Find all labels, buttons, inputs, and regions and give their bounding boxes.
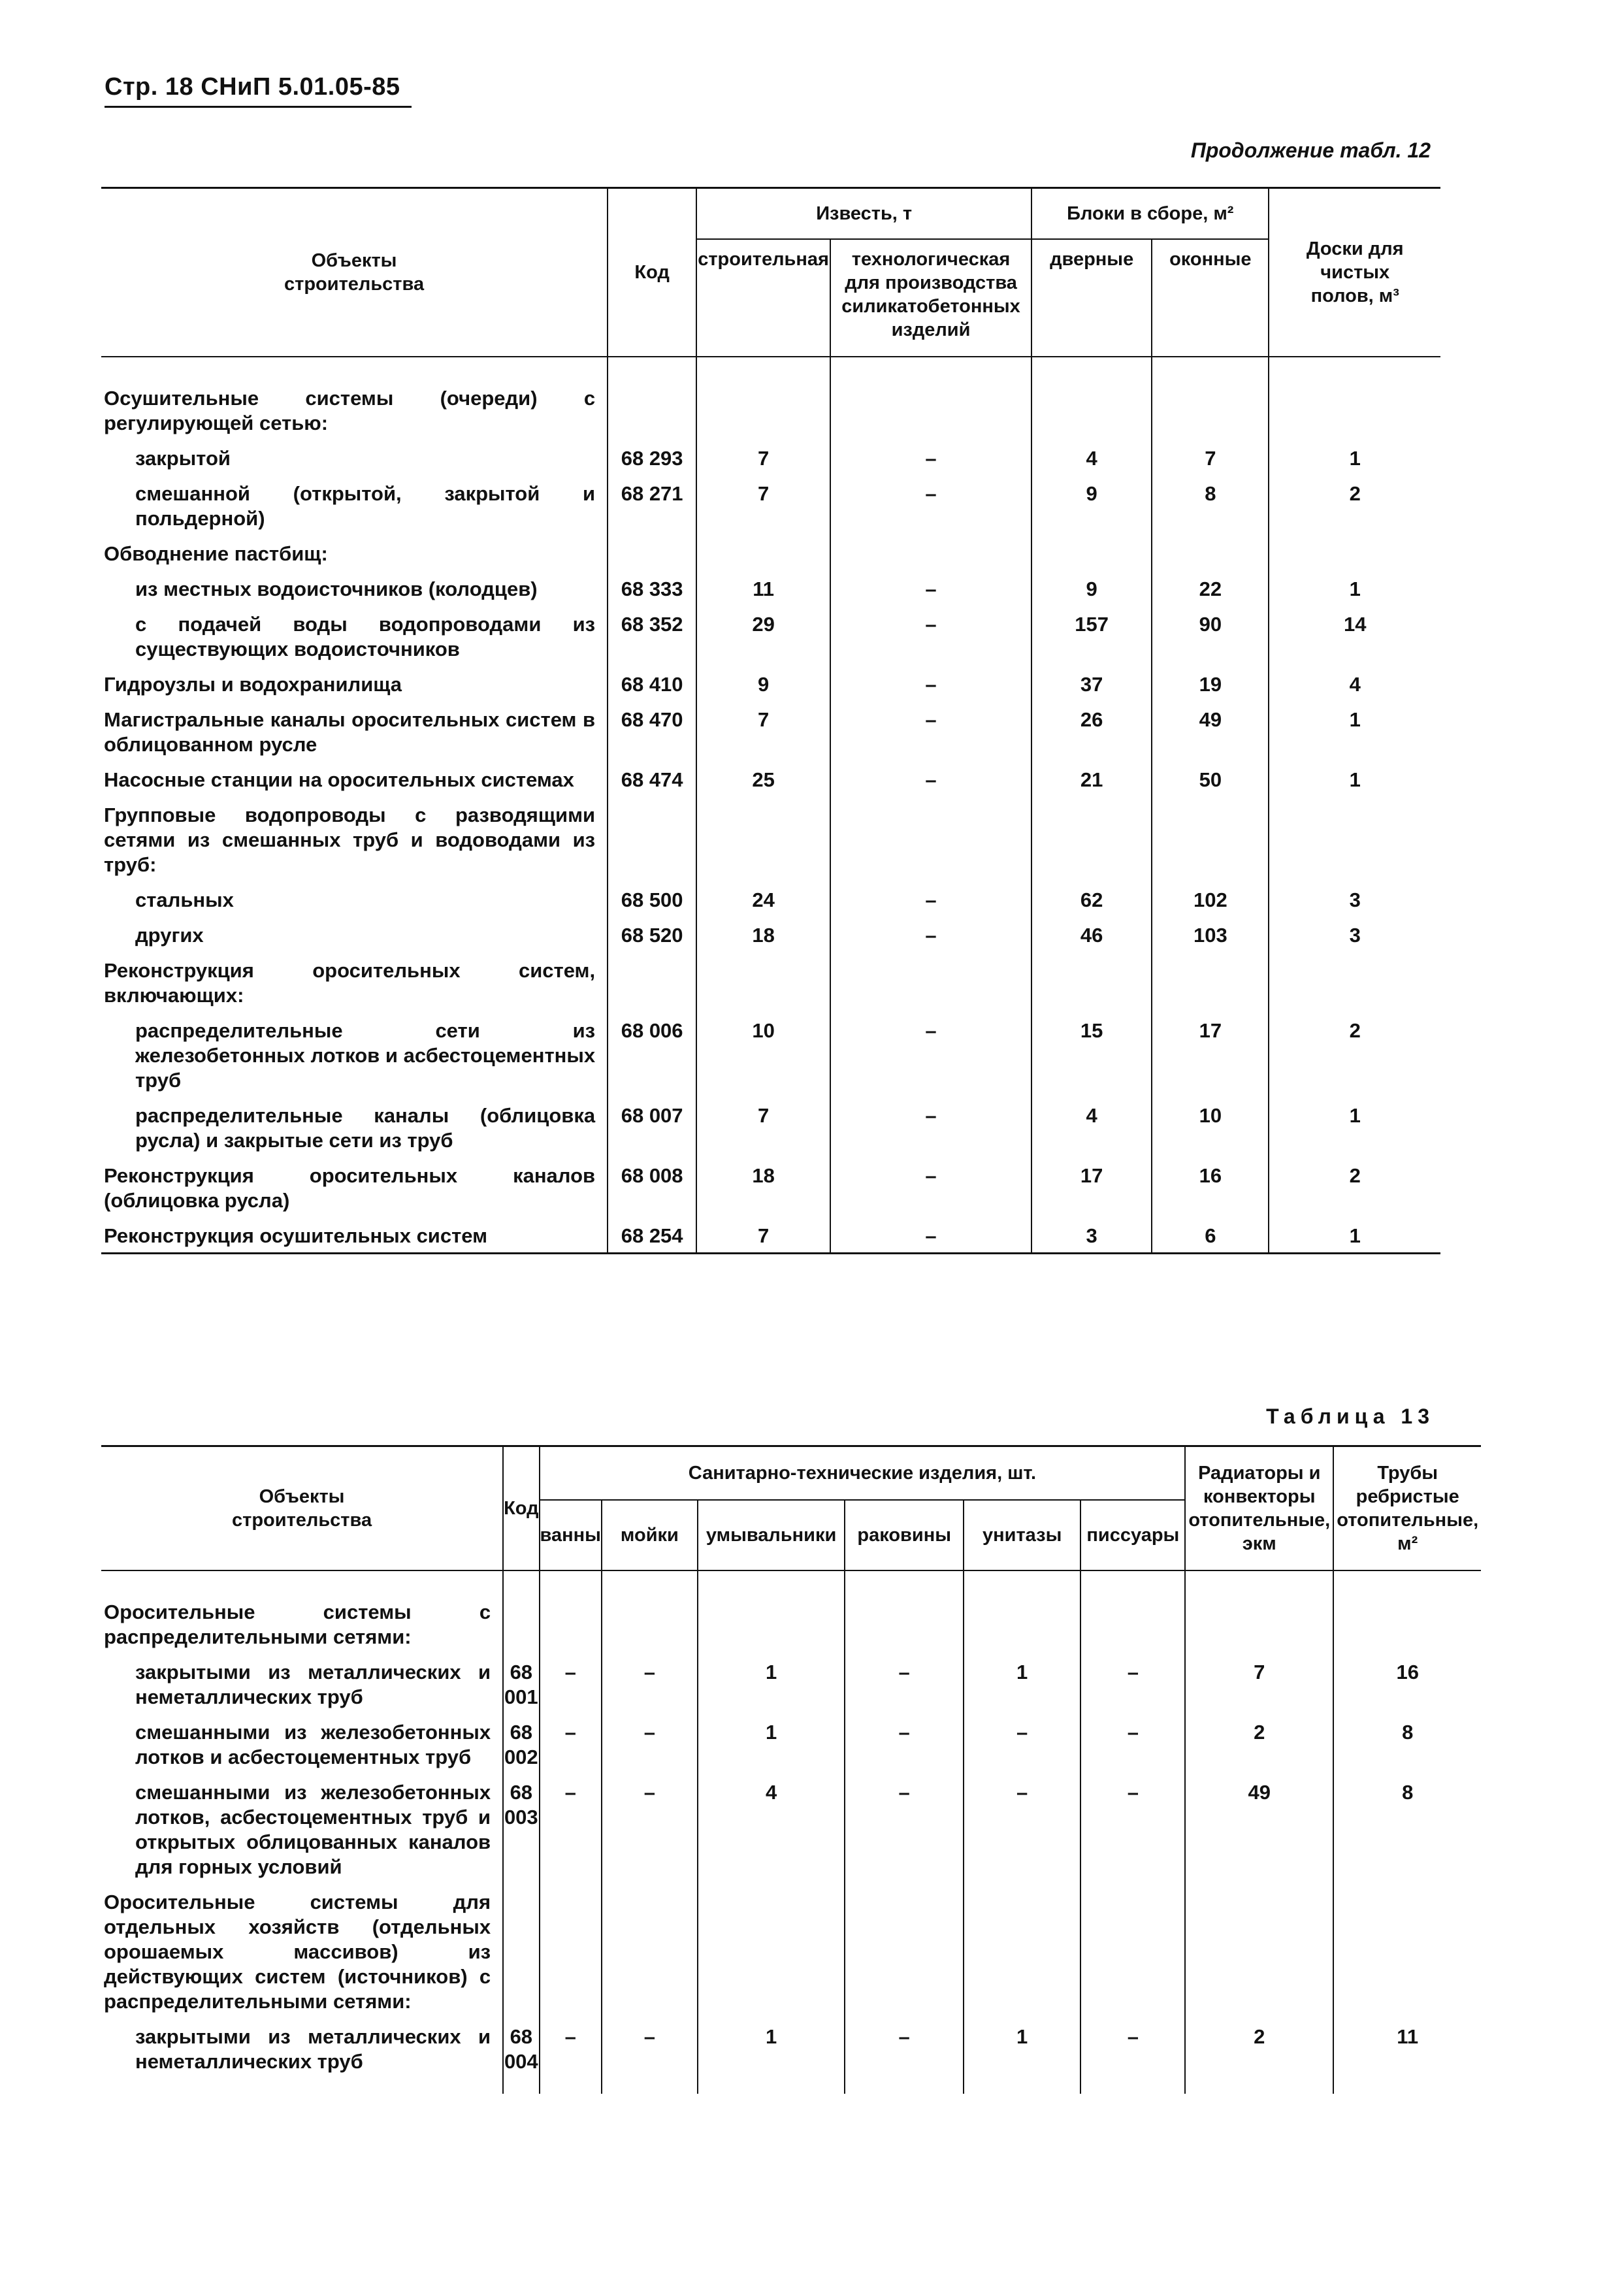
object-name-cell: Реконструкция оросительных каналов (облицовка русла)	[104, 1163, 596, 1212]
value-cell: 1	[1269, 701, 1440, 761]
value-cell	[1080, 1593, 1185, 1653]
value-cell: 18	[696, 917, 830, 952]
value-cell	[1333, 1593, 1481, 1653]
value-cell	[698, 1883, 845, 2018]
table-row	[101, 1774, 1481, 1883]
code-cell	[608, 952, 696, 1012]
table-row	[101, 2018, 1481, 2094]
value-cell: –	[602, 2018, 698, 2094]
object-name-cell: распределительные каналы (облицовка русла) и закрытые сети из труб	[135, 1103, 596, 1152]
table-row	[101, 535, 1440, 570]
value-cell: –	[602, 1653, 698, 1714]
value-cell: –	[602, 1774, 698, 1883]
code-cell: 68 352	[608, 606, 696, 666]
object-name-cell: Оросительные системы для отдельных хозяйств (отдельных орошаемых массивов) из действующих систем (источников) с распределительными сетями:	[104, 1890, 491, 2013]
value-cell	[1152, 952, 1269, 1012]
value-cell: –	[830, 1157, 1031, 1217]
value-cell: 8	[1333, 1774, 1481, 1883]
value-cell: 10	[1152, 1097, 1269, 1157]
value-cell: –	[830, 761, 1031, 796]
value-cell: 3	[1269, 881, 1440, 917]
value-cell: 1	[1269, 761, 1440, 796]
value-cell: –	[602, 1714, 698, 1774]
value-cell: 8	[1152, 475, 1269, 535]
value-cell: 7	[696, 1217, 830, 1254]
value-cell: 19	[1152, 666, 1269, 701]
value-cell: 62	[1031, 881, 1152, 917]
object-name-cell: закрытыми из металлических и неметаллических труб	[135, 1660, 491, 1708]
value-cell: 7	[696, 701, 830, 761]
col-code: Код	[503, 1446, 539, 1570]
value-cell: 9	[1031, 475, 1152, 535]
value-cell: 7	[696, 1097, 830, 1157]
value-cell	[696, 952, 830, 1012]
object-name-cell: Насосные станции на оросительных системах	[104, 768, 574, 791]
value-cell: –	[830, 606, 1031, 666]
code-cell: 68 254	[608, 1217, 696, 1254]
value-cell: –	[830, 1217, 1031, 1254]
col-lime: Известь, т	[696, 188, 1031, 239]
value-cell	[1031, 380, 1152, 440]
value-cell: 7	[1152, 440, 1269, 475]
value-cell: 11	[696, 570, 830, 606]
object-name-cell: Осушительные системы (очереди) с регулирующей сетью:	[104, 386, 596, 434]
col-washbasins: умывальники	[698, 1500, 845, 1570]
value-cell: 6	[1152, 1217, 1269, 1254]
value-cell	[602, 1593, 698, 1653]
col-objects: Объекты строительства	[101, 188, 608, 357]
col-lime-building: строительная	[696, 239, 830, 357]
code-cell: 68 003	[503, 1774, 539, 1883]
value-cell	[1152, 796, 1269, 881]
value-cell: 2	[1269, 475, 1440, 535]
value-cell: –	[845, 2018, 964, 2094]
value-cell: –	[845, 1774, 964, 1883]
col-objects: Объекты строительства	[101, 1446, 503, 1570]
value-cell: 25	[696, 761, 830, 796]
object-name-cell: Магистральные каналы оросительных систем в облицованном русле	[104, 707, 596, 756]
object-name-cell: Реконструкция оросительных систем, включающих:	[104, 958, 596, 1007]
object-name-cell: других	[135, 923, 204, 947]
col-code: Код	[608, 188, 696, 357]
value-cell: 1	[964, 2018, 1080, 2094]
value-cell	[1080, 1883, 1185, 2018]
value-cell: 1	[1269, 1097, 1440, 1157]
code-cell: 68 004	[503, 2018, 539, 2094]
col-blocks-window: оконные	[1152, 239, 1269, 357]
table-row	[101, 1097, 1440, 1157]
value-cell: 21	[1031, 761, 1152, 796]
value-cell: 7	[696, 475, 830, 535]
col-radiators: Радиаторы и конвекторы отопительные, экм	[1185, 1446, 1333, 1570]
value-cell	[1269, 535, 1440, 570]
value-cell	[845, 1883, 964, 2018]
code-cell: 68 333	[608, 570, 696, 606]
value-cell: 22	[1152, 570, 1269, 606]
value-cell: 50	[1152, 761, 1269, 796]
table-row	[101, 796, 1440, 881]
value-cell: –	[830, 570, 1031, 606]
value-cell: 90	[1152, 606, 1269, 666]
object-name-cell: смешанными из железобетонных лотков, асбестоцементных труб и открытых облицованных каналов для горных условий	[135, 1780, 491, 1878]
col-toilets: унитазы	[964, 1500, 1080, 1570]
value-cell: 3	[1269, 917, 1440, 952]
value-cell	[1152, 535, 1269, 570]
table-row	[101, 666, 1440, 701]
value-cell	[602, 1883, 698, 2018]
value-cell: –	[540, 1774, 602, 1883]
table-row	[101, 380, 1440, 440]
value-cell: –	[964, 1774, 1080, 1883]
table-row	[101, 1593, 1481, 1653]
object-name-cell: распределительные сети из железобетонных лотков и асбестоцементных труб	[135, 1018, 596, 1092]
code-cell: 68 474	[608, 761, 696, 796]
table-13	[101, 1445, 1481, 2094]
value-cell: 4	[1031, 440, 1152, 475]
value-cell	[830, 952, 1031, 1012]
code-cell	[608, 796, 696, 881]
value-cell	[696, 796, 830, 881]
code-cell: 68 002	[503, 1714, 539, 1774]
value-cell: 26	[1031, 701, 1152, 761]
value-cell: 11	[1333, 2018, 1481, 2094]
code-cell	[608, 535, 696, 570]
object-name-cell: из местных водоисточников (колодцев)	[135, 577, 538, 600]
table-row	[101, 952, 1440, 1012]
table-row	[101, 1714, 1481, 1774]
table-row	[101, 1883, 1481, 2018]
value-cell: 1	[1269, 440, 1440, 475]
object-name-cell: Групповые водопроводы с разводящими сетями из смешанных труб и водоводами из труб:	[104, 803, 596, 876]
table-row	[101, 1012, 1440, 1097]
value-cell: 3	[1031, 1217, 1152, 1254]
value-cell: –	[1080, 2018, 1185, 2094]
code-cell: 68 293	[608, 440, 696, 475]
value-cell: 2	[1185, 1714, 1333, 1774]
value-cell	[1269, 380, 1440, 440]
value-cell: –	[830, 1012, 1031, 1097]
value-cell: –	[830, 1097, 1031, 1157]
code-cell: 68 001	[503, 1653, 539, 1714]
value-cell: –	[540, 1653, 602, 1714]
col-urinals: писсуары	[1080, 1500, 1185, 1570]
col-baths: ванны	[540, 1500, 602, 1570]
table-row	[101, 881, 1440, 917]
value-cell: 1	[698, 1653, 845, 1714]
code-cell: 68 520	[608, 917, 696, 952]
col-blocks: Блоки в сборе, м²	[1031, 188, 1269, 239]
table-row	[101, 570, 1440, 606]
table-row	[101, 701, 1440, 761]
value-cell: 8	[1333, 1714, 1481, 1774]
value-cell: 10	[696, 1012, 830, 1097]
value-cell	[698, 1593, 845, 1653]
value-cell	[1269, 952, 1440, 1012]
value-cell: 1	[698, 1714, 845, 1774]
value-cell	[1152, 380, 1269, 440]
value-cell	[1185, 1883, 1333, 2018]
continuation-note: Продолжение табл. 12	[1190, 138, 1431, 162]
col-ribbed-pipes: Трубы ребристые отопительные, м²	[1333, 1446, 1481, 1570]
value-cell: 17	[1152, 1012, 1269, 1097]
object-name-cell: стальных	[135, 888, 234, 911]
col-sinks: мойки	[602, 1500, 698, 1570]
object-name-cell: с подачей воды водопроводами из существующих водоисточников	[135, 612, 596, 660]
value-cell: 1	[698, 2018, 845, 2094]
value-cell: 157	[1031, 606, 1152, 666]
value-cell: 9	[1031, 570, 1152, 606]
col-boards: Доски для чистых полов, м³	[1269, 188, 1440, 357]
value-cell	[964, 1883, 1080, 2018]
value-cell: 49	[1152, 701, 1269, 761]
object-name-cell: Оросительные системы с распределительными сетями:	[104, 1600, 491, 1648]
value-cell: 1	[1269, 1217, 1440, 1254]
value-cell	[540, 1883, 602, 2018]
object-name-cell: смешанными из железобетонных лотков и асбестоцементных труб	[135, 1720, 491, 1768]
value-cell: 2	[1269, 1157, 1440, 1217]
code-cell: 68 008	[608, 1157, 696, 1217]
code-cell: 68 500	[608, 881, 696, 917]
value-cell: –	[845, 1653, 964, 1714]
value-cell	[1031, 535, 1152, 570]
value-cell: 18	[696, 1157, 830, 1217]
value-cell	[845, 1593, 964, 1653]
value-cell: –	[830, 475, 1031, 535]
value-cell	[1333, 1883, 1481, 2018]
value-cell: –	[830, 881, 1031, 917]
value-cell: 2	[1269, 1012, 1440, 1097]
code-cell: 68 271	[608, 475, 696, 535]
object-name-cell: закрытыми из металлических и неметаллических труб	[135, 2025, 491, 2073]
value-cell: 1	[1269, 570, 1440, 606]
code-cell	[503, 1883, 539, 2018]
value-cell: 4	[698, 1774, 845, 1883]
value-cell: 2	[1185, 2018, 1333, 2094]
value-cell: –	[540, 2018, 602, 2094]
object-name-cell: Гидроузлы и водохранилища	[104, 672, 402, 696]
value-cell	[696, 380, 830, 440]
value-cell	[1269, 796, 1440, 881]
value-cell: 17	[1031, 1157, 1152, 1217]
value-cell: 103	[1152, 917, 1269, 952]
value-cell	[830, 380, 1031, 440]
value-cell: –	[830, 666, 1031, 701]
table-12	[101, 187, 1440, 1254]
spacer-row	[101, 357, 1440, 380]
page-header: Стр. 18 СНиП 5.01.05-85	[105, 73, 400, 101]
table-row	[101, 440, 1440, 475]
table-row	[101, 761, 1440, 796]
value-cell: –	[830, 701, 1031, 761]
value-cell	[830, 535, 1031, 570]
table-row	[101, 1157, 1440, 1217]
object-name-cell: закрытой	[135, 446, 231, 470]
value-cell	[1031, 796, 1152, 881]
object-name-cell: Обводнение пастбищ:	[104, 542, 328, 565]
value-cell: –	[830, 917, 1031, 952]
code-cell	[503, 1593, 539, 1653]
value-cell: 4	[1269, 666, 1440, 701]
col-blocks-door: дверные	[1031, 239, 1152, 357]
col-kitchen-sinks: раковины	[845, 1500, 964, 1570]
value-cell: –	[1080, 1653, 1185, 1714]
value-cell: 24	[696, 881, 830, 917]
code-cell	[608, 380, 696, 440]
value-cell: –	[830, 440, 1031, 475]
value-cell: –	[540, 1714, 602, 1774]
value-cell	[540, 1593, 602, 1653]
col-sanitary: Санитарно-технические изделия, шт.	[540, 1446, 1186, 1500]
value-cell	[830, 796, 1031, 881]
value-cell: –	[845, 1714, 964, 1774]
table-13-caption: Таблица 13	[1266, 1405, 1435, 1428]
value-cell: 16	[1333, 1653, 1481, 1714]
value-cell	[1031, 952, 1152, 1012]
value-cell	[696, 535, 830, 570]
object-name-cell: Реконструкция осушительных систем	[104, 1224, 488, 1247]
code-cell: 68 007	[608, 1097, 696, 1157]
value-cell	[964, 1593, 1080, 1653]
value-cell: 15	[1031, 1012, 1152, 1097]
value-cell: 7	[696, 440, 830, 475]
value-cell	[1185, 1593, 1333, 1653]
table-row	[101, 917, 1440, 952]
value-cell: 1	[964, 1653, 1080, 1714]
spacer-row	[101, 1570, 1481, 1593]
value-cell: 37	[1031, 666, 1152, 701]
value-cell: 9	[696, 666, 830, 701]
header-rule	[105, 106, 412, 108]
col-lime-tech: технологическая для производства силикатобетонных изделий	[830, 239, 1031, 357]
value-cell: –	[964, 1714, 1080, 1774]
table-row	[101, 1653, 1481, 1714]
value-cell: 49	[1185, 1774, 1333, 1883]
code-cell: 68 006	[608, 1012, 696, 1097]
value-cell: 29	[696, 606, 830, 666]
table-row	[101, 606, 1440, 666]
code-cell: 68 410	[608, 666, 696, 701]
value-cell: 14	[1269, 606, 1440, 666]
value-cell: –	[1080, 1774, 1185, 1883]
value-cell: –	[1080, 1714, 1185, 1774]
code-cell: 68 470	[608, 701, 696, 761]
value-cell: 7	[1185, 1653, 1333, 1714]
value-cell: 46	[1031, 917, 1152, 952]
value-cell: 102	[1152, 881, 1269, 917]
value-cell: 4	[1031, 1097, 1152, 1157]
table-row	[101, 1217, 1440, 1254]
table-row	[101, 475, 1440, 535]
object-name-cell: смешанной (открытой, закрытой и польдерной)	[135, 481, 596, 530]
value-cell: 16	[1152, 1157, 1269, 1217]
